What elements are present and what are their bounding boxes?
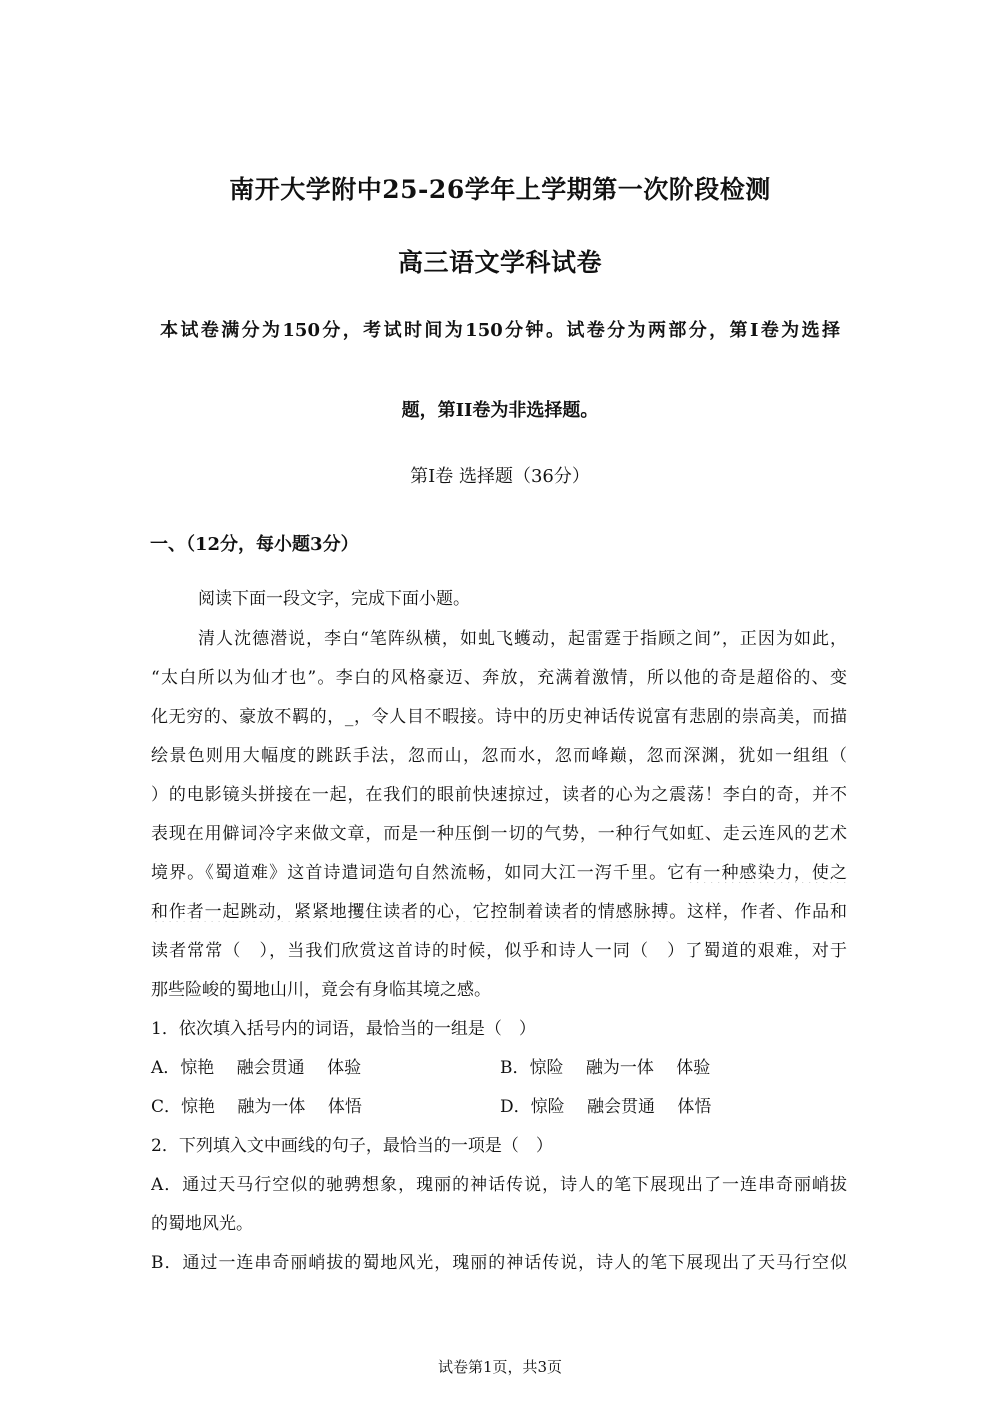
- passage-instruction: 阅读下面一段文字，完成下面小题。: [198, 589, 470, 609]
- exam-intro-line1: 本试卷满分为150分，考试时间为150分钟。试卷分为两部分，第Ⅰ卷为选择: [160, 320, 840, 341]
- exam-subtitle: 高三语文学科试卷: [397, 248, 602, 277]
- underlined-sentence-part1: 有一种感染力，使之: [685, 863, 847, 883]
- passage-line-6: 表现在用僻词冷字来做文章，而是一种压倒一切的气势，一种行气如虹、走云连风的艺术: [151, 824, 847, 844]
- question-1-option-a[interactable]: A．惊艳 融会贯通 体验: [151, 1058, 362, 1078]
- passage-line-7: [151, 858, 847, 883]
- passage-line-9: 读者常常（ ），当我们欣赏这首诗的时候，似乎和诗人一同（ ）了蜀道的艰难，对于: [151, 941, 847, 961]
- question-2-option-b-line1[interactable]: B．通过一连串奇丽峭拔的蜀地风光，瑰丽的神话传说，诗人的笔下展现出了天马行空似: [151, 1253, 847, 1273]
- underlined-sentence-part2: 和作者一起跳动，紧紧地攫住读者的心，它控制着读者的情感脉搏: [151, 902, 670, 922]
- question-1-option-b[interactable]: B．惊险 融为一体 体验: [500, 1058, 711, 1078]
- question-2-stem: 2．下列填入文中画线的句子，最恰当的一项是（ ）: [151, 1136, 553, 1156]
- passage-line-1: 清人沈德潜说，李白“笔阵纵横，如虬飞蠖动，起雷霆于指顾之间”，正因为如此，: [198, 629, 847, 649]
- question-2-option-a-line1[interactable]: A．通过天马行空似的驰骋想象，瑰丽的神话传说，诗人的笔下展现出了一连串奇丽峭拔: [151, 1175, 847, 1195]
- question-1-option-d[interactable]: D．惊险 融会贯通 体悟: [500, 1097, 712, 1117]
- question-2-option-a-line2[interactable]: 的蜀地风光。: [151, 1214, 253, 1234]
- passage-line-7-text: 境界。《蜀道难》这首诗遣词造句自然流畅，如同大江一泻千里。它: [151, 863, 686, 883]
- passage-line-5: ）的电影镜头拼接在一起，在我们的眼前快速掠过，读者的心为之震荡！李白的奇，并不: [151, 785, 847, 805]
- passage-line-8-text: 。这样，作者、作品和: [669, 902, 847, 922]
- passage-line-8: [151, 897, 847, 922]
- passage-line-2: “太白所以为仙才也”。李白的风格豪迈、奔放，充满着激情，所以他的奇是超俗的、变: [151, 668, 847, 688]
- page-footer: 试卷第1页，共3页: [437, 1358, 563, 1376]
- exam-intro-line2: 题，第II卷为非选择题。: [401, 400, 599, 421]
- section1-heading: 一、（12分，每小题3分）: [150, 534, 359, 555]
- passage-line-4: 绘景色则用大幅度的跳跃手法，忽而山，忽而水，忽而峰巅，忽而深渊，犹如一组组（: [151, 746, 847, 766]
- part1-heading: 第Ⅰ卷 选择题（36分）: [410, 466, 590, 487]
- passage-line-10: 那些险峻的蜀地山川，竟会有身临其境之感。: [151, 980, 491, 1000]
- question-1-option-c[interactable]: C．惊艳 融为一体 体悟: [151, 1097, 362, 1117]
- question-1-stem: 1．依次填入括号内的词语，最恰当的一组是（ ）: [151, 1019, 536, 1039]
- exam-title: 南开大学附中25-26学年上学期第一次阶段检测: [229, 175, 771, 204]
- passage-line-3: 化无穷的、豪放不羁的，_，令人目不暇接。诗中的历史神话传说富有悲剧的崇高美，而描: [151, 707, 847, 727]
